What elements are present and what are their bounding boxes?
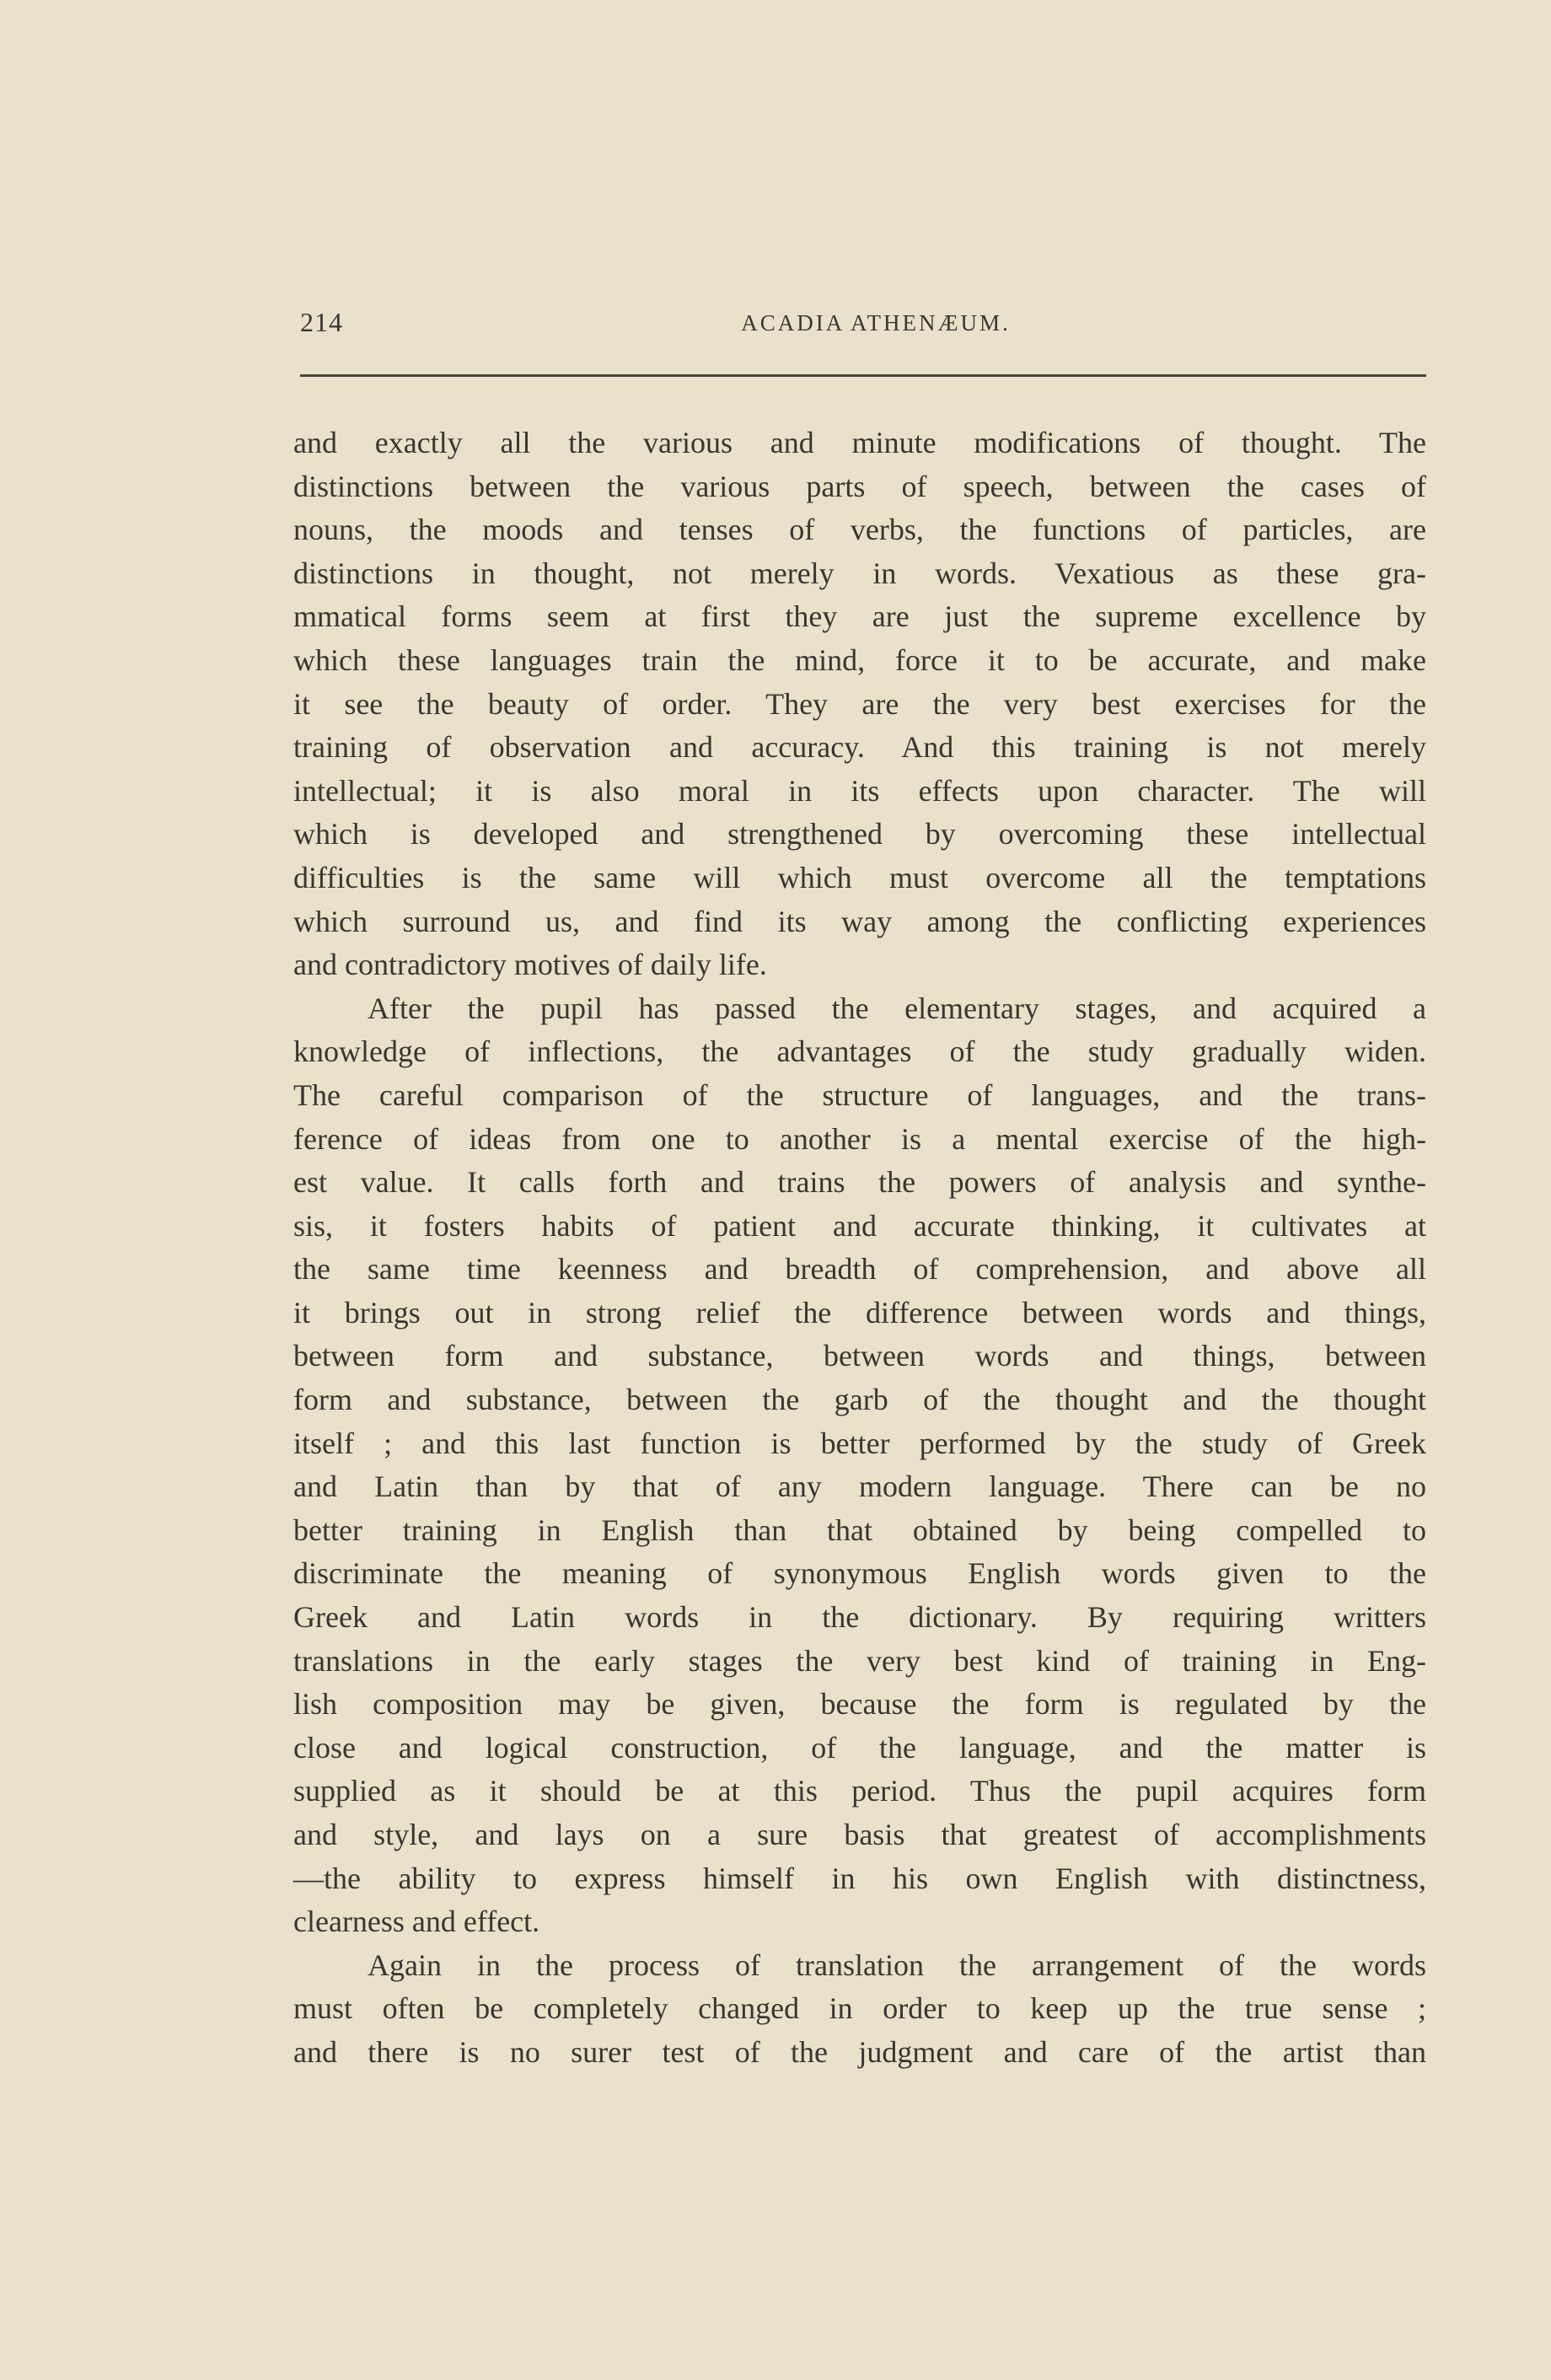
text-line: translations in the early stages the very best kind of training in Eng- [293, 1643, 1426, 1678]
text-line: and exactly all the various and minute modifications of thought. The [293, 426, 1426, 459]
text-line: intellectual; it is also moral in its effects upon character. The will [293, 773, 1426, 808]
text-line: must often be completely changed in order to keep up the true sense ; [293, 1991, 1426, 2026]
text-line: training of observation and accuracy. And this training is not merely [293, 730, 1426, 765]
header-rule [300, 374, 1426, 377]
text-line: between form and substance, between words and things, between [293, 1339, 1426, 1373]
text-line: form and substance, between the garb of the thought and the thought [293, 1383, 1426, 1417]
page-number: 214 [300, 307, 343, 337]
text-line: and style, and lays on a sure basis that greatest of accomplishments [293, 1818, 1426, 1851]
text-line: distinctions in thought, not merely in words. Vexatious as these gra- [293, 556, 1426, 590]
text-line: it brings out in strong relief the difference between words and things, [293, 1295, 1426, 1330]
text-line: difficulties is the same will which must overcome all the temptations [293, 860, 1426, 895]
text-line: which is developed and strengthened by overcoming these intellectual [293, 817, 1426, 852]
paragraph-first-line: Again in the process of translation the arrangement of the words [368, 1948, 1426, 1982]
text-line: itself ; and this last function is better performed by the study of Greek [293, 1426, 1426, 1460]
journal-title: ACADIA ATHENÆUM. [741, 310, 1011, 336]
text-line: which surround us, and find its way among the conflicting experiences [293, 904, 1426, 938]
text-line: distinctions between the various parts of speech, between the cases of [293, 469, 1426, 503]
text-line: nouns, the moods and tenses of verbs, the functions of particles, are [293, 513, 1426, 547]
text-line: discriminate the meaning of synonymous English words given to the [293, 1556, 1426, 1591]
text-line: better training in English than that obtained by being compelled to [293, 1512, 1426, 1547]
body-text [293, 422, 1426, 2075]
text-line: knowledge of inflections, the advantages of the study gradually widen. [293, 1034, 1426, 1069]
text-line: clearness and effect. [293, 1905, 540, 1939]
text-line: it see the beauty of order. They are the very best exercises for the [293, 686, 1426, 721]
text-line: —the ability to express himself in his own English with distinctness, [293, 1861, 1426, 1895]
text-line: ference of ideas from one to another is a mental exercise of the high- [293, 1121, 1426, 1156]
running-head [300, 307, 1426, 347]
text-line: lish composition may be given, because the form is regulated by the [293, 1687, 1426, 1722]
text-line: sis, it fosters habits of patient and accurate thinking, it cultivates at [293, 1208, 1426, 1243]
text-line: mmatical forms seem at first they are just the supreme excellence by [293, 599, 1426, 634]
text-line: est value. It calls forth and trains the powers of analysis and synthe- [293, 1165, 1426, 1200]
text-line: and Latin than by that of any modern language. There can be no [293, 1469, 1426, 1504]
text-line: and there is no surer test of the judgment and care of the artist than [293, 2034, 1426, 2069]
text-line: which these languages train the mind, force it to be accurate, and make [293, 642, 1426, 677]
text-line: supplied as it should be at this period. Thus the pupil acquires form [293, 1774, 1426, 1808]
text-line: and contradictory motives of daily life. [293, 948, 767, 982]
text-line: Greek and Latin words in the dictionary. By requiring writters [293, 1600, 1426, 1635]
paragraph-first-line: After the pupil has passed the elementary stages, and acquired a [368, 991, 1426, 1025]
text-line: the same time keenness and breadth of comprehension, and above all [293, 1252, 1426, 1287]
text-line: close and logical construction, of the language, and the matter is [293, 1730, 1426, 1765]
text-line: The careful comparison of the structure of languages, and the trans- [293, 1077, 1426, 1112]
